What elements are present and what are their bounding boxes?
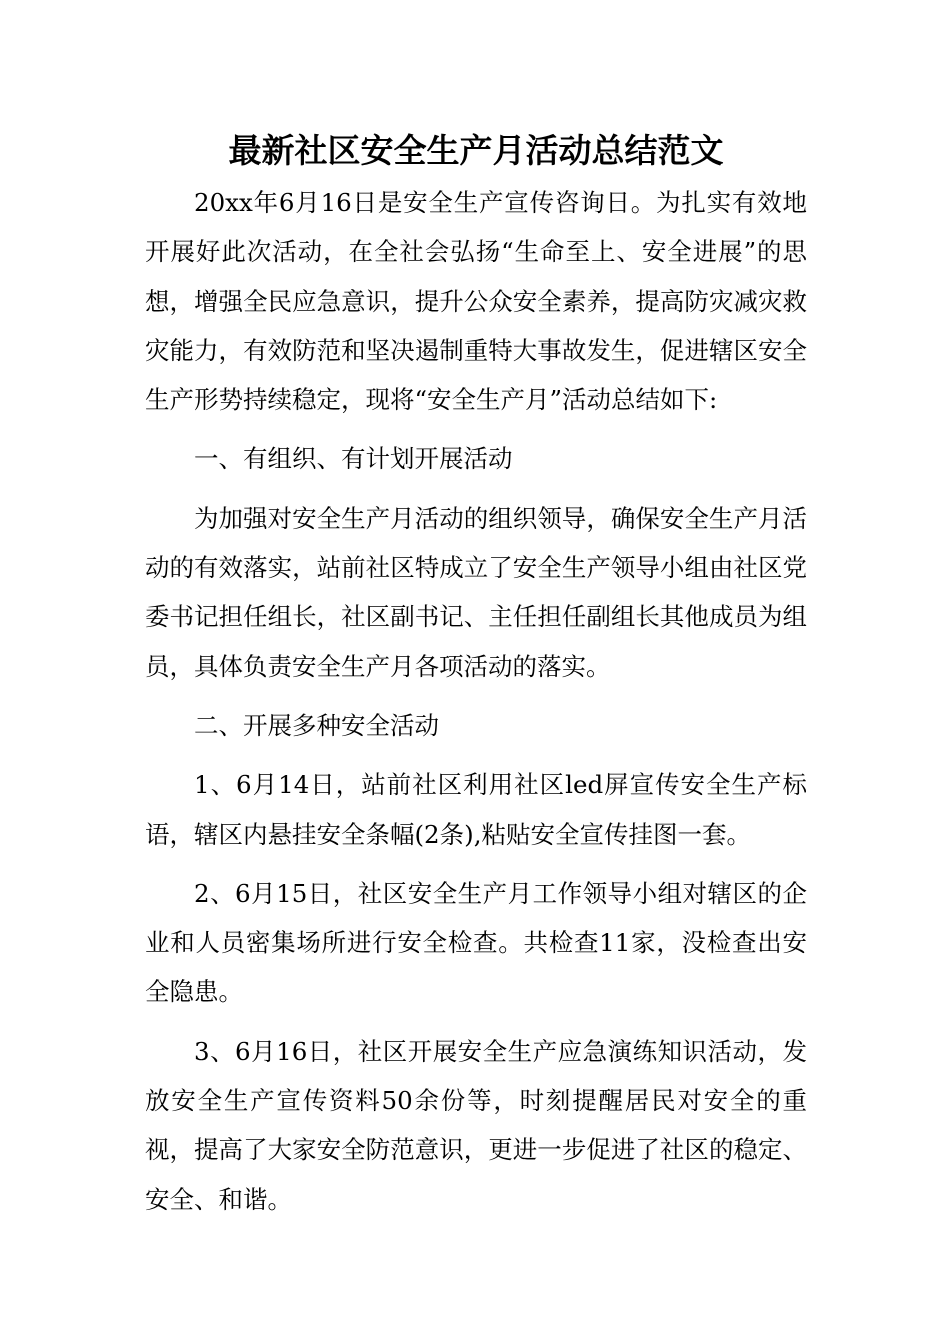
document-title: 最新社区安全生产月活动总结范文 xyxy=(228,131,724,170)
section-heading-1: 一、有组织、有计划开展活动 xyxy=(194,444,513,474)
list-item-3: 3、6月16日，社区开展安全生产应急演练知识活动，发放安全生产宣传资料50余份等，时刻提醒居民对安全的重视，提高了大家安全防范意识，更进一步促进了社区的稳定、安全、和谐。 xyxy=(145,1036,807,1214)
section-heading-2: 二、开展多种安全活动 xyxy=(194,710,439,740)
document-page xyxy=(145,128,807,1224)
section-1-paragraph: 为加强对安全生产月活动的组织领导，确保安全生产月活动的有效落实，站前社区特成立了安全生产领导小组由社区党委书记担任组长，社区副书记、主任担任副组长其他成员为组员，具体负责安全生产月各项活动的落实。 xyxy=(145,503,807,681)
list-item-1: 1、6月14日，站前社区利用社区led屏宣传安全生产标语，辖区内悬挂安全条幅(2条),粘贴安全宣传挂图一套。 xyxy=(145,770,807,849)
list-item-2: 2、6月15日，社区安全生产月工作领导小组对辖区的企业和人员密集场所进行安全检查。共检查11家，没检查出安全隐患。 xyxy=(145,878,807,1007)
intro-paragraph: 20xx年6月16日是安全生产宣传咨询日。为扎实有效地开展好此次活动，在全社会弘扬“生命至上、安全进展”的思想，增强全民应急意识，提升公众安全素养，提高防灾减灾救灾能力，有效防范和坚决遏制重特大事故发生，促进辖区安全生产形势持续稳定，现将“安全生产月”活动总结如下: xyxy=(145,188,807,415)
